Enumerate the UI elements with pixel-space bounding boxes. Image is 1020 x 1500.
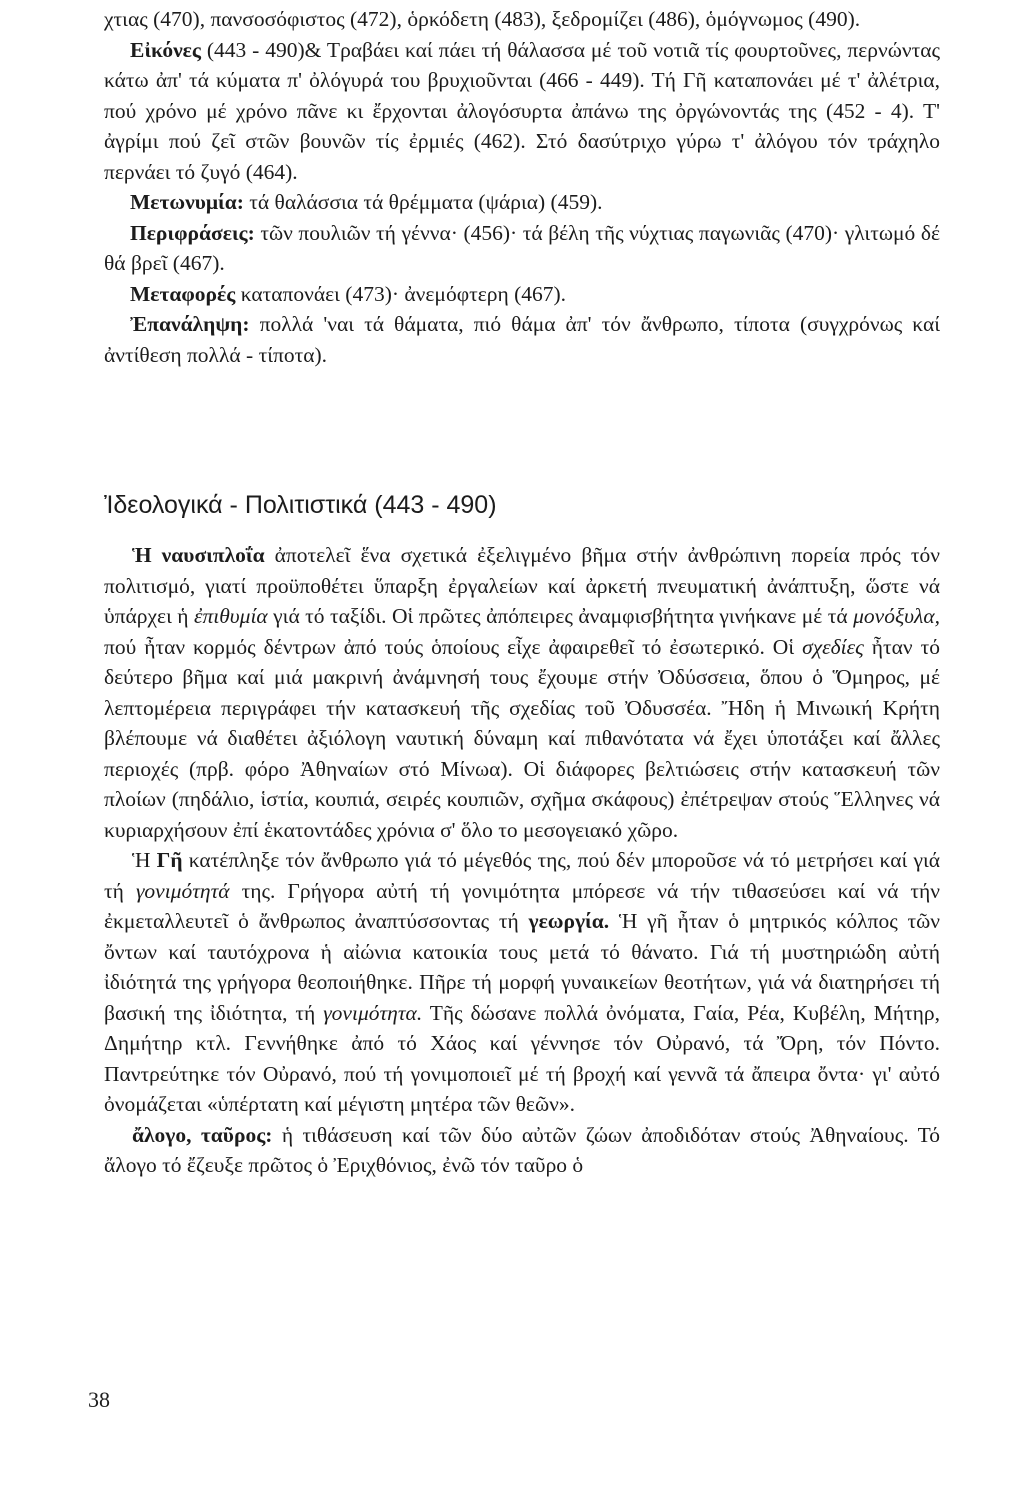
paragraph-repetition: Ἐπανάληψη: πολλά 'ναι τά θάματα, πιό θάμα ἀπ' τόν ἄνθρωπο, τίποτα (συγχρόνως καί ἀντίθεση πολλά - τίποτα). — [104, 312, 940, 367]
paragraph-earth: Ἡ Γῆ κατέπληξε τόν ἄνθρωπο γιά τό μέγεθός της, πού δέν μποροῦσε νά τό μετρήσει καί γιά τή γονιμότητά της. Γρήγορα αὐτή τή γονιμότητα μπόρεσε νά τήν τιθασεύσει καί νά τήν ἐκμεταλλευτεῖ ὁ ἄνθρωπος ἀναπτύσσοντας τή γεωργία. Ἡ γῆ ἦταν ὁ μητρικός κόλπος τῶν ὄντων καί ταυτόχρονα ἡ αἰώνια κατοικία τους μετά τό θάνατο. Γιά τή μυστηριώδη αὐτή ἰδιότητά της γρήγορα θεοποιήθηκε. Πῆρε τή μορφή γυναικείων θεοτήτων, γιά νά διατηρήσει τή βασική της ἰδιότητα, τή γονιμότητα. Τῆς δώσανε πολλά ὀνόματα, Γαία, Ρέα, Κυβέλη, Μήτηρ, Δημήτηρ κτλ. Γεννήθηκε ἀπό τό Χάος καί γέννησε τόν Οὐρανό, τά Ὄρη, τόν Πόντο. Παντρεύτηκε τόν Οὐρανό, πού τή γονιμοποιεῖ μέ τή βροχή καί γεννᾶ τά ἄπειρα ὄντα· γι' αὐτό ὀνομάζεται «ὑπέρτατη καί μέγιστη μητέρα τῶν θεῶν». — [104, 848, 941, 1116]
figures-of-speech-block — [104, 4, 940, 370]
term-label: Ἐπανάληψη: — [130, 312, 250, 336]
paragraph-continued: χτιας (470), πανσοσόφιστος (472), ὁρκόδετη (483), ξεδρομίζει (486), ὁμόγνωμος (490). — [104, 7, 861, 31]
term-label: Μετωνυμία: — [130, 190, 244, 214]
term-label: Μεταφορές — [130, 281, 236, 306]
ideological-cultural-block — [104, 540, 940, 1181]
term-label: γεωργία. — [528, 909, 610, 933]
section-heading: Ἰδεολογικά - Πολιτιστικά (443 - 490) — [104, 491, 497, 519]
term-label: Γῆ — [156, 848, 183, 872]
paragraph-metonymy: Μετωνυμία: τά θαλάσσια τά θρέμματα (ψάρια) (459). — [130, 190, 603, 214]
term-label: Εἰκόνες — [130, 37, 201, 62]
paragraph-metaphors: Μεταφορές καταπονάει (473)· ἀνεμόφτερη (467). — [130, 281, 567, 306]
page-number: 38 — [88, 1387, 110, 1412]
term-label: Περιφράσεις: — [130, 220, 255, 245]
paragraph-images: Εἰκόνες (443 - 490)& Τραβάει καί πάει τή θάλασσα μέ τοῦ νοτιᾶ τίς φουρτοῦνες, περνώντας κάτω ἀπ' τά κύματα π' ὀλόγυρά του βρυχιοῦνται (466 - 449). Τή Γῆ καταπονάει μέ τ' ἀλέτρια, πού χρόνο μέ χρόνο πᾶνε κι ἔρχονται ἀλογόσυρτα ἀπάνω της ὀργώνοντάς της (452 - 4). Τ' ἀγρίμι πού ζεῖ στῶν βουνῶν τίς ἐρμιές (462). Στό δασύτριχο γύρω τ' ἀλόγου τόν τράχηλο περνάει τό ζυγό (464). — [104, 37, 940, 184]
term-label: Ἡ ναυσιπλοΐα — [132, 543, 265, 567]
paragraph-horse-bull: ἄλογο, ταῦρος: ἡ τιθάσευση καί τῶν δύο αὐτῶν ζώων ἀποδιδόταν στούς Ἀθηναίους. Τό ἄλογο τό ἔζευξε πρῶτος ὁ Ἐριχθόνιος, ἐνῶ τόν ταῦρο ὁ — [104, 1122, 940, 1177]
paragraph-periphrasis: Περιφράσεις: τῶν πουλιῶν τή γέννα· (456)· τά βέλη τῆς νύχτιας παγωνιᾶς (470)· γλιτωμό δέ θά βρεῖ (467). — [104, 220, 940, 275]
term-label: ἄλογο, ταῦρος: — [132, 1122, 273, 1147]
paragraph-navigation: Ἡ ναυσιπλοΐα ἀποτελεῖ ἕνα σχετικά ἐξελιγμένο βῆμα στήν ἀνθρώπινη πορεία πρός τόν πολιτισμό, γιατί προϋποθέτει ὕπαρξη ἐργαλείων καί ἀρκετή πνευματική ἀνάπτυξη, ὥστε νά ὑπάρχει ἡ ἐπιθυμία γιά τό ταξίδι. Οἱ πρῶτες ἀπόπειρες ἀναμφισβήτητα γινήκανε μέ τά μονόξυλα, πού ἦταν κορμός δέντρων ἀπό τούς ὁποίους εἶχε ἀφαιρεθεῖ τό ἐσωτερικό. Οἱ σχεδίες ἦταν τό δεύτερο βῆμα καί μιά μακρινή ἀνάμνησή τους ἔχουμε στήν Ὀδύσσεια, ὅπου ὁ Ὅμηρος, μέ λεπτομέρεια περιγράφει τήν κατασκευή τῆς σχεδίας τοῦ Ὀδυσσέα. Ἤδη ἡ Μινωική Κρήτη βλέπουμε νά διαθέτει ἀξιόλογη ναυτική δύναμη καί πιθανότατα νά ἔχει ὑποτάξει καί ἄλλες περιοχές (πρβ. φόρο Ἀθηναίων στό Μίνωα). Οἱ διάφορες βελτιώσεις στήν κατασκευή τῶν πλοίων (πηδάλιο, ἱστία, κουπιά, σειρές κουπιῶν, σχῆμα σκάφους) ἐπέτρεψαν στούς Ἕλληνες νά κυριαρχήσουν ἐπί ἑκατοντάδες χρόνια σ' ὅλο το μεσογειακό χῶρο. — [104, 543, 940, 842]
